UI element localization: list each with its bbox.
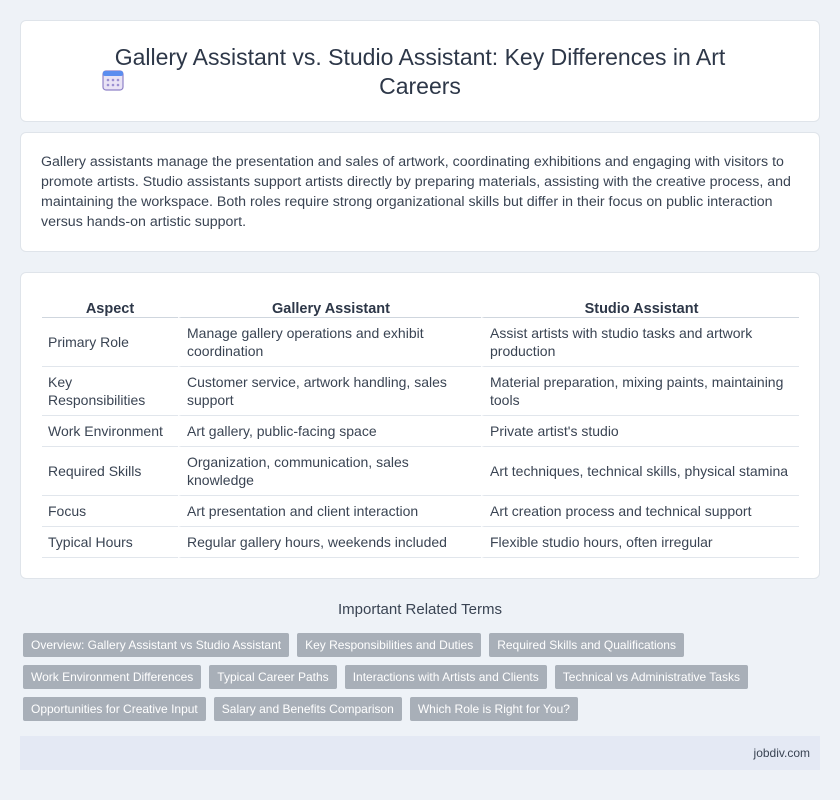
- table-row: [42, 318, 799, 367]
- table-row: [42, 416, 799, 447]
- table-cell: Primary Role: [42, 318, 178, 367]
- related-term-tag[interactable]: Typical Career Paths: [209, 665, 336, 689]
- footer: [20, 736, 820, 770]
- related-terms-tags: [23, 633, 823, 729]
- related-term-tag[interactable]: Which Role is Right for You?: [410, 697, 578, 721]
- related-term-tag[interactable]: Overview: Gallery Assistant vs Studio Assistant: [23, 633, 289, 657]
- table-cell: Art creation process and technical support: [481, 496, 799, 527]
- related-term-tag[interactable]: Key Responsibilities and Duties: [297, 633, 481, 657]
- table-cell: Key Responsibilities: [42, 367, 178, 416]
- table-cell: Material preparation, mixing paints, maintaining tools: [481, 367, 799, 416]
- column-header-aspect: Aspect: [42, 293, 178, 318]
- related-term-tag[interactable]: Work Environment Differences: [23, 665, 201, 689]
- column-header-studio: Studio Assistant: [481, 293, 799, 318]
- table-cell: Typical Hours: [42, 527, 178, 558]
- table-cell: Customer service, artwork handling, sales support: [178, 367, 481, 416]
- footer-site-link[interactable]: jobdiv.com: [753, 746, 810, 760]
- page-title: Gallery Assistant vs. Studio Assistant: Key Differences in Art Careers: [114, 44, 726, 99]
- related-term-tag[interactable]: Technical vs Administrative Tasks: [555, 665, 748, 689]
- table-cell: Art presentation and client interaction: [178, 496, 481, 527]
- intro-card: [20, 132, 820, 252]
- table-row: [42, 367, 799, 416]
- related-term-tag[interactable]: Required Skills and Qualifications: [489, 633, 684, 657]
- table-cell: Art techniques, technical skills, physical stamina: [481, 447, 799, 496]
- related-term-tag[interactable]: Interactions with Artists and Clients: [345, 665, 547, 689]
- table-cell: Manage gallery operations and exhibit coordination: [178, 318, 481, 367]
- header-card: [20, 20, 820, 122]
- table-header-row: [42, 293, 799, 318]
- comparison-table: [42, 293, 799, 558]
- comparison-card: [20, 272, 820, 579]
- table-cell: Required Skills: [42, 447, 178, 496]
- table-cell: Art gallery, public-facing space: [178, 416, 481, 447]
- column-header-gallery: Gallery Assistant: [178, 293, 481, 318]
- related-term-tag[interactable]: Opportunities for Creative Input: [23, 697, 206, 721]
- related-term-tag[interactable]: Salary and Benefits Comparison: [214, 697, 402, 721]
- intro-paragraph: Gallery assistants manage the presentation and sales of artwork, coordinating exhibitions and engaging with visitors to promote artists. Studio assistants support artists directly by preparing materials, assisting with the creative process, and maintaining the workspace. Both roles require strong organizational skills but differ in their focus on public interaction versus hands-on artistic support.: [41, 154, 791, 230]
- related-terms-title: Important Related Terms: [338, 601, 502, 618]
- table-cell: Assist artists with studio tasks and artwork production: [481, 318, 799, 367]
- table-cell: Private artist's studio: [481, 416, 799, 447]
- table-row: [42, 447, 799, 496]
- table-cell: Regular gallery hours, weekends included: [178, 527, 481, 558]
- table-cell: Organization, communication, sales knowledge: [178, 447, 481, 496]
- table-cell: Flexible studio hours, often irregular: [481, 527, 799, 558]
- tag-row: [23, 665, 823, 689]
- table-row: [42, 496, 799, 527]
- tag-row: [23, 697, 823, 721]
- table-row: [42, 527, 799, 558]
- table-cell: Focus: [42, 496, 178, 527]
- tag-row: [23, 633, 823, 657]
- table-cell: Work Environment: [42, 416, 178, 447]
